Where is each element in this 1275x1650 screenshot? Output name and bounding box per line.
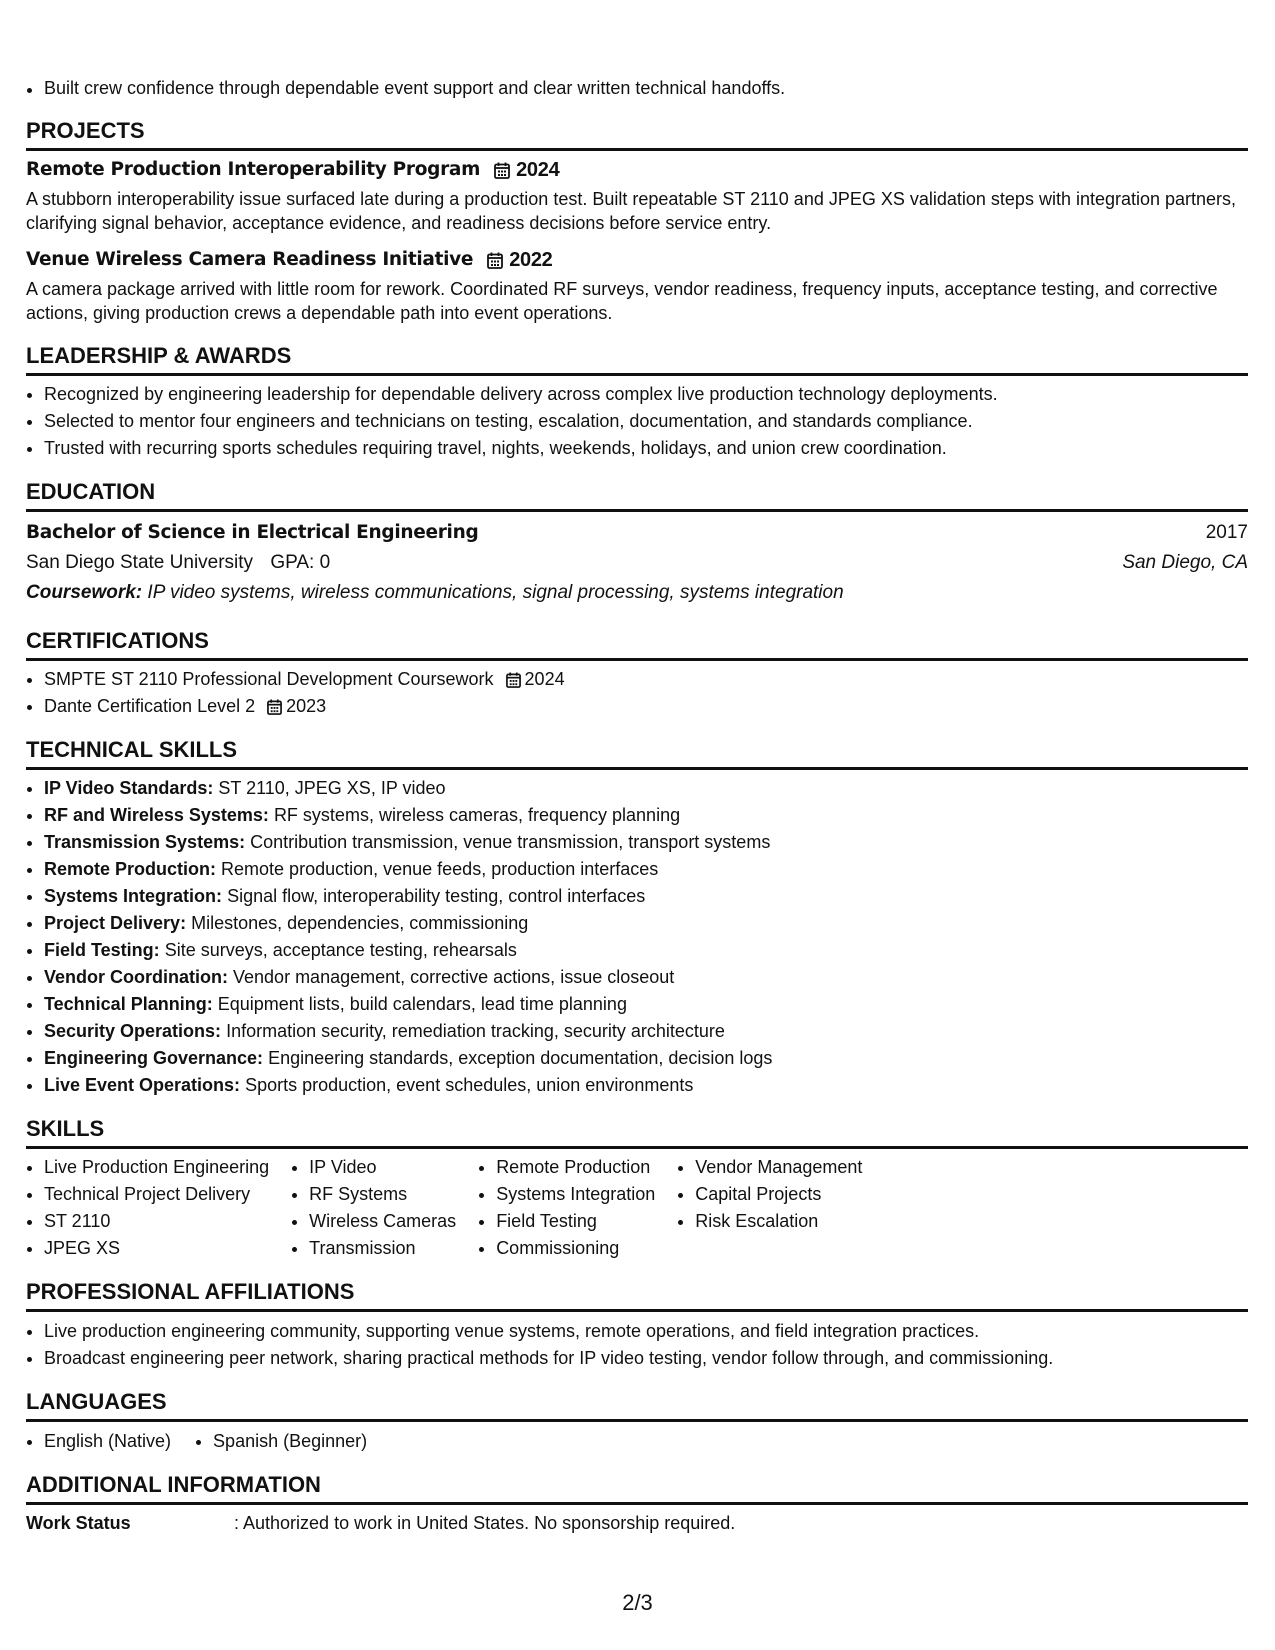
skill-label: Vendor Coordination: <box>44 967 228 987</box>
languages-section <box>26 1389 1248 1455</box>
list-item: Recognized by engineering leadership for dependable delivery across complex live production technology deployments. <box>44 381 1248 408</box>
leadership-list <box>26 381 1248 462</box>
skills-column <box>478 1154 655 1262</box>
list-item <box>44 1018 1248 1045</box>
list-item <box>44 693 1248 720</box>
skill-value: Milestones, dependencies, commissioning <box>191 913 529 933</box>
list-item: Field Testing <box>496 1208 655 1235</box>
project-year: 2022 <box>509 249 553 271</box>
project-description: A stubborn interoperability issue surfaced late during a production test. Built repeatable ST 2110 and JPEG XS validation steps with integration partners, clarifying signal behavior, acceptance evidence, and readiness decisions before service entry. <box>26 189 1237 233</box>
section-title-skills: SKILLS <box>26 1116 1248 1149</box>
list-item: Remote Production <box>496 1154 655 1181</box>
project-title-row <box>26 247 1248 273</box>
coursework-label: Coursework: <box>26 582 143 603</box>
project-year: 2024 <box>516 159 560 181</box>
affiliations-list <box>26 1318 1248 1372</box>
section-title-affiliations: PROFESSIONAL AFFILIATIONS <box>26 1279 1248 1312</box>
skill-value: Equipment lists, build calendars, lead time planning <box>217 994 627 1014</box>
section-title-technical-skills: TECHNICAL SKILLS <box>26 737 1248 770</box>
section-title-certifications: CERTIFICATIONS <box>26 628 1248 661</box>
certification-name: Dante Certification Level 2 <box>44 696 256 716</box>
section-title-education: EDUCATION <box>26 479 1248 512</box>
skills-grid <box>26 1154 1248 1262</box>
skill-label: Remote Production: <box>44 859 217 879</box>
list-item: English (Native) <box>44 1428 171 1455</box>
list-item: Transmission <box>309 1235 456 1262</box>
info-value: : Authorized to work in United States. No sponsorship required. <box>234 1513 736 1533</box>
section-title-languages: LANGUAGES <box>26 1389 1248 1422</box>
skills-section <box>26 1116 1248 1262</box>
certification-year: 2023 <box>286 696 327 716</box>
list-item <box>44 1045 1248 1072</box>
list-item: Live production engineering community, supporting venue systems, remote operations, and field integration practices. <box>44 1318 1248 1345</box>
skills-column <box>26 1154 269 1262</box>
list-item: Built crew confidence through dependable event support and clear written technical handoffs. <box>44 76 1248 100</box>
calendar-icon <box>267 699 282 715</box>
skill-label: Project Delivery: <box>44 913 187 933</box>
skill-value: Engineering standards, exception documentation, decision logs <box>268 1048 773 1068</box>
list-item <box>44 910 1248 937</box>
skill-value: Site surveys, acceptance testing, rehearsals <box>164 940 517 960</box>
skill-value: Remote production, venue feeds, production interfaces <box>221 859 659 879</box>
projects-section <box>26 118 1248 325</box>
list-item: Commissioning <box>496 1235 655 1262</box>
list-item <box>44 829 1248 856</box>
languages-list <box>26 1428 1248 1455</box>
skill-label: Technical Planning: <box>44 994 213 1014</box>
list-item <box>44 964 1248 991</box>
affiliations-section <box>26 1279 1248 1372</box>
list-item <box>44 856 1248 883</box>
skill-value: Sports production, event schedules, union environments <box>245 1075 694 1095</box>
project-entry <box>26 247 1248 325</box>
list-item: Live Production Engineering <box>44 1154 269 1181</box>
list-item: RF Systems <box>309 1181 456 1208</box>
certifications-list <box>26 666 1248 720</box>
list-item: Technical Project Delivery <box>44 1181 269 1208</box>
calendar-icon <box>494 162 510 179</box>
section-title-projects: PROJECTS <box>26 118 1248 151</box>
list-item <box>44 937 1248 964</box>
project-name: Remote Production Interoperability Program <box>26 159 481 180</box>
additional-info-section <box>26 1472 1248 1536</box>
list-item <box>44 775 1248 802</box>
list-item <box>44 802 1248 829</box>
project-entry <box>26 157 1248 235</box>
skills-column <box>677 1154 862 1262</box>
resume-page <box>26 76 1248 1536</box>
info-row <box>26 1510 1248 1536</box>
certification-year: 2024 <box>524 669 565 689</box>
technical-skills-list <box>26 775 1248 1099</box>
list-item <box>44 1072 1248 1099</box>
graduation-year: 2017 <box>1205 522 1248 543</box>
gpa: GPA: 0 <box>270 552 331 573</box>
list-item: Trusted with recurring sports schedules requiring travel, nights, weekends, holidays, and union crew coordination. <box>44 435 1248 462</box>
project-description: A camera package arrived with little room for rework. Coordinated RF surveys, vendor readiness, frequency inputs, acceptance testing, and corrective actions, giving production crews a dependable path into event operations. <box>26 279 1218 323</box>
list-item: Spanish (Beginner) <box>213 1428 367 1455</box>
list-item: Systems Integration <box>496 1181 655 1208</box>
list-item <box>44 666 1248 693</box>
calendar-icon <box>506 672 521 688</box>
degree-name: Bachelor of Science in Electrical Engineering <box>26 522 479 543</box>
list-item: Risk Escalation <box>695 1208 862 1235</box>
section-title-additional-info: ADDITIONAL INFORMATION <box>26 1472 1248 1505</box>
certifications-section <box>26 628 1248 720</box>
skill-label: Field Testing: <box>44 940 160 960</box>
skill-label: Security Operations: <box>44 1021 222 1041</box>
skill-value: Contribution transmission, venue transmission, transport systems <box>250 832 771 852</box>
coursework-row <box>26 578 1248 608</box>
skill-value: RF systems, wireless cameras, frequency planning <box>273 805 681 825</box>
list-item <box>44 991 1248 1018</box>
list-item: Broadcast engineering peer network, sharing practical methods for IP video testing, vendor follow through, and commissioning. <box>44 1345 1248 1372</box>
certification-name: SMPTE ST 2110 Professional Development Coursework <box>44 669 494 689</box>
technical-skills-section <box>26 737 1248 1099</box>
project-title-row <box>26 157 1248 183</box>
project-name: Venue Wireless Camera Readiness Initiative <box>26 249 474 270</box>
school-location: San Diego, CA <box>1122 552 1248 573</box>
list-item: Vendor Management <box>695 1154 862 1181</box>
skills-column <box>291 1154 456 1262</box>
school-name: San Diego State University <box>26 552 254 573</box>
skill-label: Systems Integration: <box>44 886 223 906</box>
education-school-row <box>26 548 1248 578</box>
experience-continued-list <box>26 76 1248 100</box>
page-number: 2/3 <box>622 1590 653 1615</box>
list-item: Capital Projects <box>695 1181 862 1208</box>
list-item: IP Video <box>309 1154 456 1181</box>
skill-value: Information security, remediation tracking, security architecture <box>226 1021 725 1041</box>
skill-label: Engineering Governance: <box>44 1048 264 1068</box>
info-label: Work Status <box>26 1513 131 1533</box>
coursework-text: IP video systems, wireless communications, signal processing, systems integration <box>147 582 844 603</box>
leadership-section <box>26 343 1248 462</box>
skill-label: IP Video Standards: <box>44 778 214 798</box>
list-item: ST 2110 <box>44 1208 269 1235</box>
skill-value: ST 2110, JPEG XS, IP video <box>218 778 446 798</box>
list-item: Selected to mentor four engineers and technicians on testing, escalation, documentation, and standards compliance. <box>44 408 1248 435</box>
calendar-icon <box>487 252 503 269</box>
section-title-leadership: LEADERSHIP & AWARDS <box>26 343 1248 376</box>
list-item: Wireless Cameras <box>309 1208 456 1235</box>
skill-label: RF and Wireless Systems: <box>44 805 269 825</box>
education-section <box>26 479 1248 608</box>
list-item: JPEG XS <box>44 1235 269 1262</box>
skill-value: Signal flow, interoperability testing, control interfaces <box>227 886 646 906</box>
education-degree-row <box>26 518 1248 548</box>
skill-value: Vendor management, corrective actions, issue closeout <box>233 967 675 987</box>
skill-label: Live Event Operations: <box>44 1075 241 1095</box>
list-item <box>44 883 1248 910</box>
skill-label: Transmission Systems: <box>44 832 246 852</box>
